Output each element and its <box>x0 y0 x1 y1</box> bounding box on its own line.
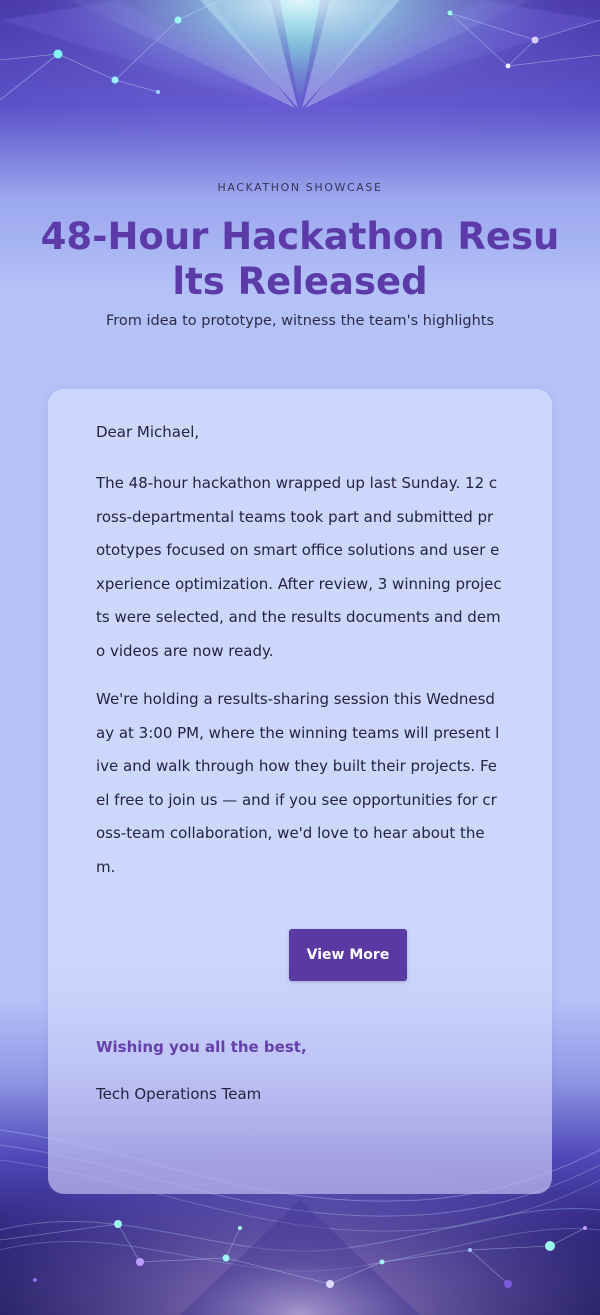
eyebrow-label: HACKATHON SHOWCASE <box>217 181 383 194</box>
body-paragraph-1: The 48-hour hackathon wrapped up last Sunday. 12 cross-departmental teams took part and submitted prototypes focused on smart office solutions and user experience optimization. After review, 3 winning projects were selected, and the results documents and demo videos are now ready. <box>96 474 502 660</box>
view-more-button[interactable]: View More <box>289 929 407 981</box>
top-light-beams <box>0 0 600 240</box>
body-paragraph-2: We're holding a results-sharing session this Wednesday at 3:00 PM, where the winning teams will present live and walk through how they built their projects. Feel free to join us — and if you see opportunities for cross-team collaboration, we'd love to hear about them. <box>96 690 500 876</box>
page-subtitle: From idea to prototype, witness the team's highlights <box>105 313 495 329</box>
signature: Tech Operations Team <box>96 1085 262 1103</box>
greeting: Dear Michael, <box>96 423 200 441</box>
signoff: Wishing you all the best, <box>96 1038 307 1056</box>
message-card <box>48 389 552 1194</box>
page-title: 48-Hour Hackathon Results Released <box>40 215 560 303</box>
